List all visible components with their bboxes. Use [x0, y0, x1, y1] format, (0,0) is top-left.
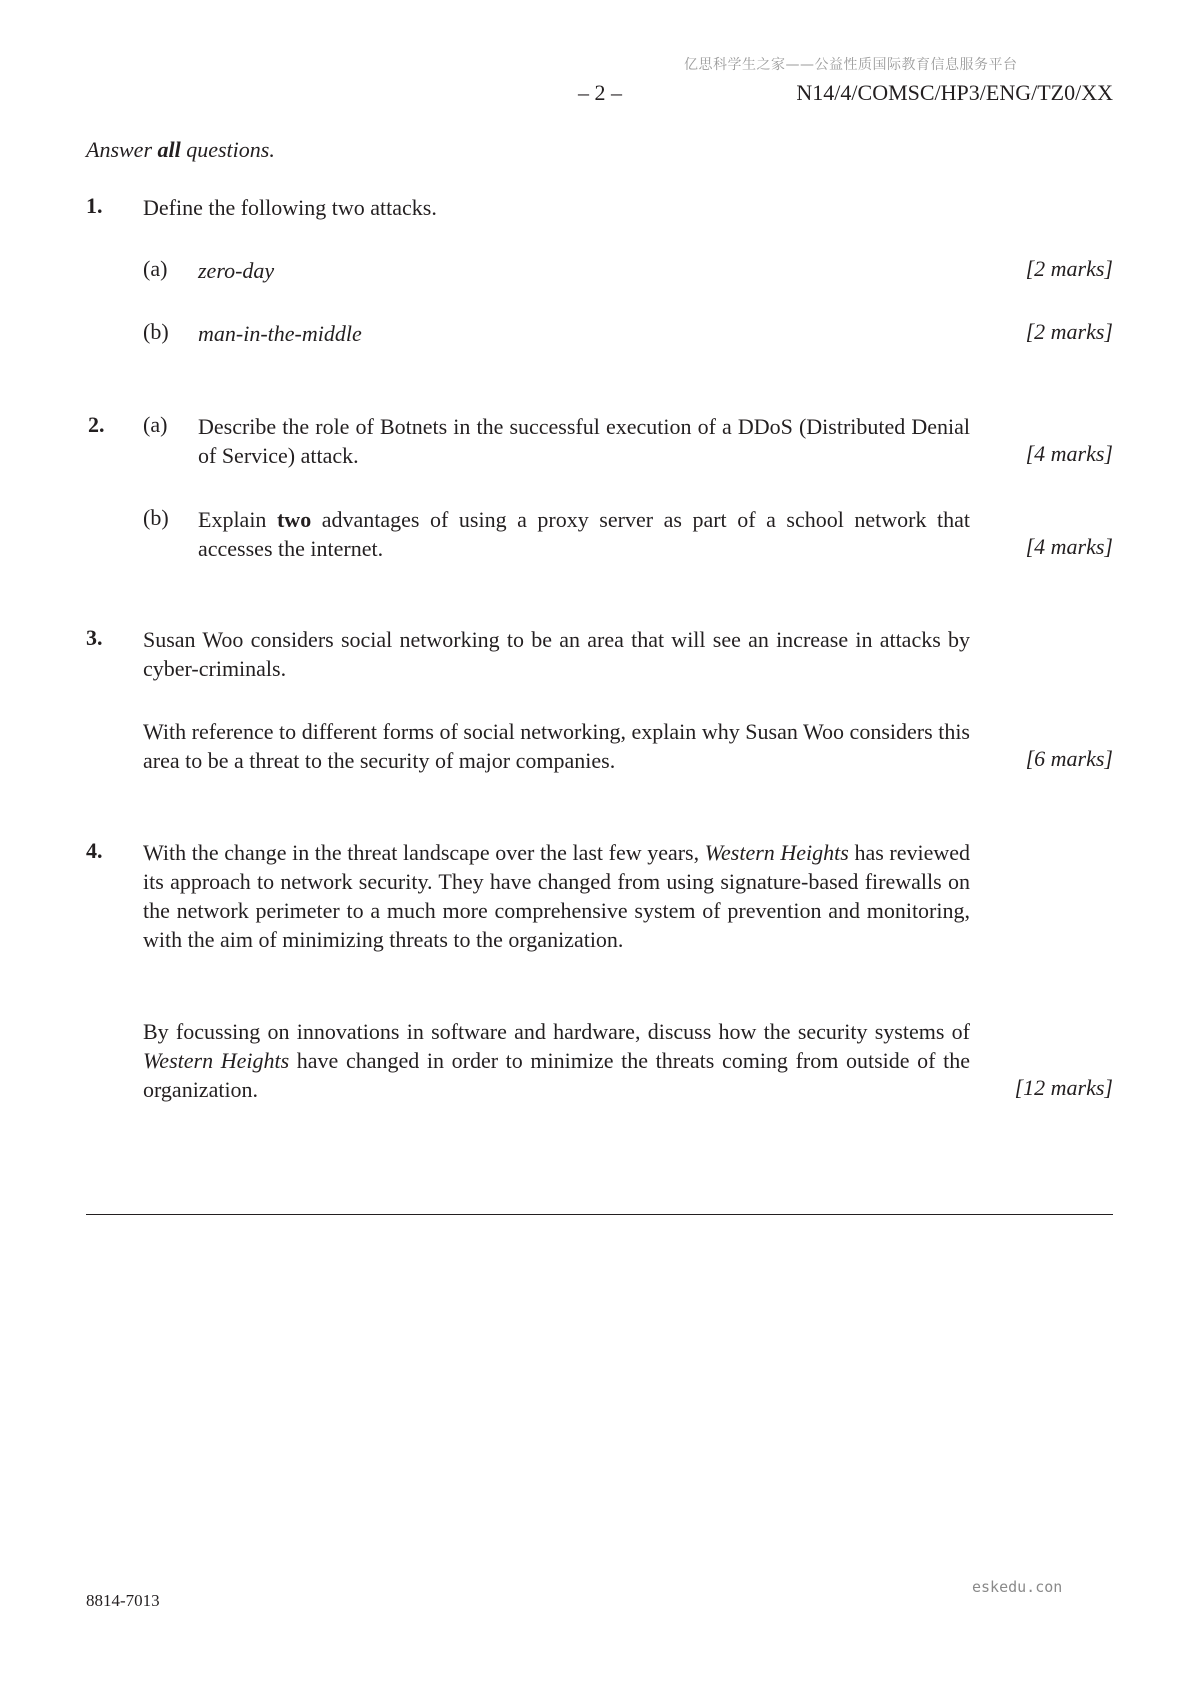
question-4-para1-em: Western Heights [704, 840, 849, 865]
instructions-suffix: questions. [180, 137, 275, 162]
question-4-para2-em: Western Heights [143, 1048, 290, 1073]
question-2b-text-post: advantages of using a proxy server as part of a school network that accesses the internet. [198, 507, 970, 561]
question-1-number: 1. [86, 193, 103, 218]
question-3-para1: Susan Woo considers social networking to be an area that will see an increase in attacks by cyber-criminals. [143, 627, 970, 681]
question-1b-text: man-in-the-middle [198, 321, 362, 346]
end-rule [86, 1214, 1113, 1215]
question-4-para2-post: have changed in order to minimize the threats coming from outside of the organization. [143, 1048, 970, 1102]
question-1b-label: (b) [143, 319, 169, 344]
page-number: – 2 – [578, 80, 622, 105]
question-1a-text: zero-day [198, 258, 275, 283]
question-1a-label: (a) [143, 256, 168, 281]
paper-code: N14/4/COMSC/HP3/ENG/TZ0/XX [796, 80, 1113, 105]
question-2b-label: (b) [143, 505, 169, 530]
question-2a-text: Describe the role of Botnets in the successful execution of a DDoS (Distributed Denial of Service) attack. [198, 414, 970, 468]
question-2b-text-pre: Explain [198, 507, 277, 532]
instructions-prefix: Answer [86, 137, 158, 162]
question-2a-marks: [4 marks] [1025, 441, 1113, 466]
question-4-para2 [143, 1017, 970, 1104]
question-2b-text-bold: two [276, 507, 312, 532]
question-3-marks: [6 marks] [1025, 746, 1113, 771]
question-2b-marks: [4 marks] [1025, 534, 1113, 559]
instructions [86, 137, 275, 163]
question-4-number: 4. [86, 838, 103, 863]
question-3-para2: With reference to different forms of social networking, explain why Susan Woo considers this area to be a threat to the security of major companies. [143, 719, 970, 773]
watermark-footer: eskedu.con [972, 1578, 1063, 1596]
question-2a-label: (a) [143, 412, 168, 437]
instructions-bold: all [157, 137, 181, 162]
question-2-number: 2. [88, 412, 105, 437]
question-1-stem: Define the following two attacks. [143, 195, 437, 220]
question-4-para2-pre: By focussing on innovations in software and hardware, discuss how the security systems of [143, 1019, 970, 1044]
question-4-marks: [12 marks] [1014, 1075, 1113, 1100]
question-4-para1 [143, 838, 970, 954]
footer-code: 8814-7013 [86, 1591, 160, 1610]
question-3-number: 3. [86, 625, 103, 650]
question-2b-text [198, 505, 970, 563]
watermark-header: 亿思科学生之家——公益性质国际教育信息服务平台 [684, 57, 1018, 73]
question-1b-marks: [2 marks] [1025, 319, 1113, 344]
question-4-para1-post: has reviewed its approach to network security. They have changed from using signature-based firewalls on the network perimeter to a much more comprehensive system of prevention and monitoring, with the aim of minimizing threats to the organization. [143, 840, 971, 952]
question-1a-marks: [2 marks] [1025, 256, 1113, 281]
question-4-para1-pre: With the change in the threat landscape over the last few years, [143, 840, 705, 865]
